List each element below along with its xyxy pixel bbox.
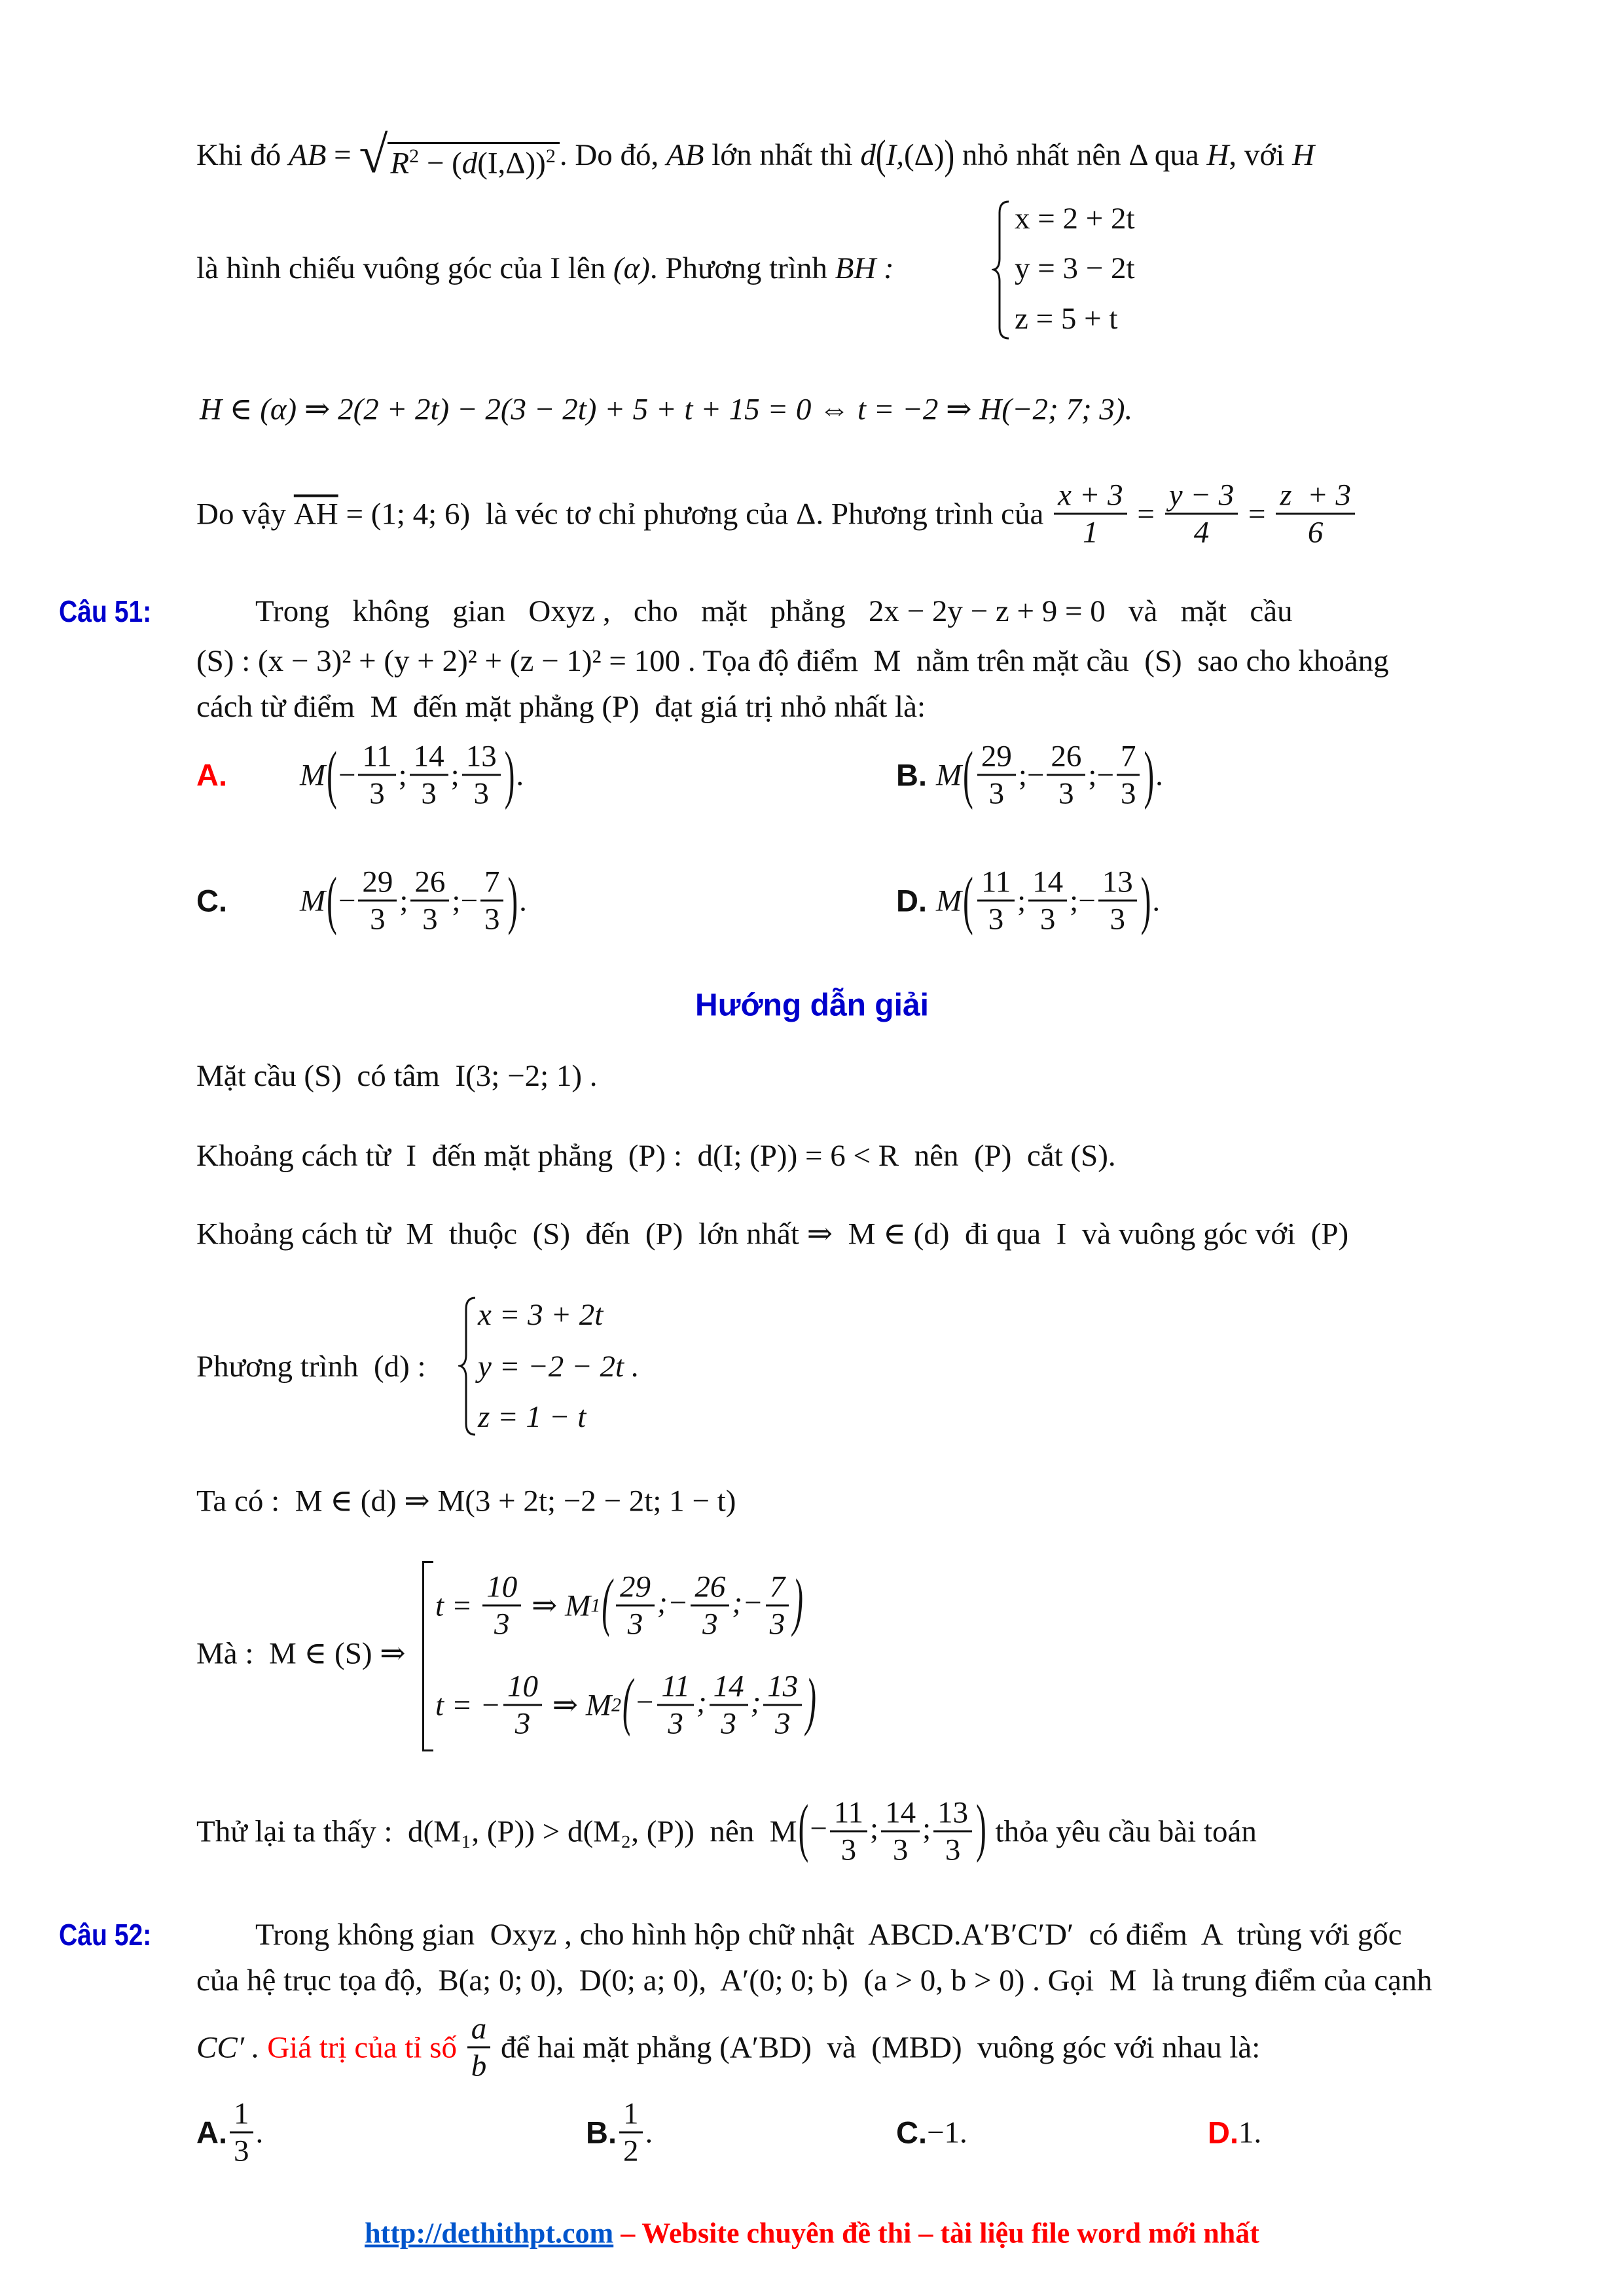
denominator: 3 <box>627 1607 643 1641</box>
separator: ; <box>750 1685 761 1719</box>
vector: $\overline{AH}$ <box>293 497 338 531</box>
denominator: 3 <box>421 776 437 811</box>
separator: ; <box>696 1685 707 1719</box>
fraction <box>1098 864 1137 937</box>
math: d <box>461 147 478 181</box>
sign: − <box>1026 758 1045 792</box>
option-b[interactable]: B. $\frac{1}{2}$ . <box>586 2096 653 2168</box>
fraction <box>480 864 504 937</box>
fraction <box>358 738 395 811</box>
sqrt: √ $R^2 - (d(I,\Delta))^2$ <box>359 129 559 181</box>
sign: − <box>1078 884 1096 918</box>
fraction <box>766 1569 789 1641</box>
denominator: 3 <box>702 1607 718 1641</box>
math: H <box>1206 138 1229 172</box>
question-label: Câu 52: <box>59 1918 152 1952</box>
text: = (1; 4; 6) là véc tơ chỉ phương của Δ. Phương trình của <box>338 497 1052 531</box>
fraction <box>977 864 1015 937</box>
denominator: 2 <box>623 2134 639 2168</box>
denominator: 1 <box>1083 515 1098 550</box>
math: ⇒ M <box>545 1688 612 1723</box>
question-text: Trong không gian Oxyz , cho mặt phẳng 2x − 2y − z + 9 = 0 và mặt cầu <box>255 594 1293 628</box>
numerator: 7 <box>1117 738 1140 776</box>
denominator: b <box>471 2049 487 2083</box>
numerator: 14 <box>1028 864 1067 901</box>
math: CC′ . <box>196 2030 268 2064</box>
fraction <box>1047 738 1085 811</box>
fraction <box>462 738 501 811</box>
numerator: a <box>467 2011 491 2048</box>
fraction <box>1165 477 1238 550</box>
fraction <box>1276 477 1355 550</box>
math: I, <box>886 138 904 172</box>
text: . Do đó, <box>559 138 667 172</box>
math: (Δ) <box>903 138 945 172</box>
footer-text: – Website chuyên đề thi – tài liệu file word mới nhất <box>613 2217 1259 2250</box>
paren: ) <box>507 865 518 937</box>
sign: − <box>338 884 356 918</box>
math: = <box>1129 497 1163 531</box>
option-letter: D. <box>1208 2115 1238 2150</box>
sign: − <box>634 1685 655 1719</box>
solution-case <box>435 1668 818 1741</box>
math: H <box>1292 138 1315 172</box>
option-value: 1. <box>1238 2115 1262 2149</box>
fraction <box>933 1795 972 1867</box>
option-letter: C. <box>196 883 227 918</box>
numerator: 14 <box>710 1668 748 1706</box>
numerator: z + 3 <box>1276 477 1355 514</box>
fraction <box>467 2011 491 2083</box>
fraction <box>616 1569 655 1641</box>
equation: y = 3 − 2t <box>1015 251 1135 285</box>
period: . <box>1152 884 1161 918</box>
numerator: 14 <box>410 738 448 776</box>
denominator: 3 <box>422 902 438 937</box>
math: 2 <box>409 145 420 168</box>
math: M <box>300 884 326 918</box>
numerator: 10 <box>503 1668 542 1706</box>
math: = <box>326 138 359 172</box>
numerator: 11 <box>657 1668 694 1706</box>
separator: ; <box>399 884 408 918</box>
paren: ( <box>798 1793 809 1865</box>
fraction <box>410 738 448 811</box>
solution-text: Ta có : M ∈ (d) ⇒ M(3 + 2t; −2 − 2t; 1 − t) <box>196 1484 736 1518</box>
paren: ) <box>793 1567 803 1639</box>
math: M <box>300 758 326 792</box>
math: d <box>860 138 876 172</box>
numerator: 26 <box>410 864 449 901</box>
numerator: 11 <box>358 738 395 776</box>
math: t = <box>435 1588 480 1623</box>
fraction <box>830 1795 867 1867</box>
paren: ( <box>963 865 973 937</box>
math: ) <box>944 132 955 179</box>
period: . <box>516 758 524 792</box>
separator: ; <box>922 1811 931 1846</box>
math: t = − <box>435 1688 501 1722</box>
math: (I,Δ) <box>477 147 536 181</box>
fraction <box>1117 738 1140 811</box>
math: AB <box>289 138 327 172</box>
fraction <box>881 1795 920 1867</box>
equation: z = 5 + t <box>1015 302 1118 336</box>
fraction <box>230 2096 253 2168</box>
numerator: x + 3 <box>1054 477 1127 514</box>
separator: ; <box>450 758 460 792</box>
denominator: 3 <box>668 1706 683 1741</box>
footer-link[interactable]: http://dethithpt.com <box>365 2217 614 2250</box>
solution-title: Hướng dẫn giải <box>695 988 929 1023</box>
paren: ( <box>963 739 973 811</box>
numerator: 11 <box>830 1795 867 1832</box>
math: R <box>390 147 410 181</box>
solution-text: Mà : M ∈ (S) ⇒ <box>196 1636 406 1671</box>
paren: ( <box>327 739 337 811</box>
math: 1 <box>590 1594 601 1616</box>
math: ) <box>535 147 546 181</box>
denominator: 3 <box>892 1833 909 1867</box>
text: Do vậy <box>196 497 294 531</box>
numerator: 7 <box>766 1569 789 1606</box>
point-coords <box>797 1795 988 1867</box>
denominator: 3 <box>945 1833 961 1867</box>
denominator: 3 <box>484 902 500 937</box>
denominator: 3 <box>840 1833 857 1867</box>
question-text: cách từ điểm M đến mặt phẳng (P) đạt giá trị nhỏ nhất là: <box>196 690 926 724</box>
numerator: 29 <box>977 738 1016 776</box>
numerator: 29 <box>616 1569 655 1606</box>
numerator: 14 <box>881 1795 920 1832</box>
option-c[interactable] <box>896 2115 967 2151</box>
option-letter: B. <box>896 757 927 793</box>
denominator: 4 <box>1193 515 1210 550</box>
text: để hai mặt phẳng (A′BD) và (MBD) vuông góc với nhau là: <box>493 2030 1261 2064</box>
option-letter: A. <box>196 2115 227 2150</box>
denominator: 3 <box>370 902 386 937</box>
denominator: 3 <box>473 776 489 811</box>
equation-line: H ∈ (α) ⇒ 2(2 + 2t) − 2(3 − 2t) + 5 + t + 15 = 0 ⇔ t = −2 ⇒ H(−2; 7; 3). <box>200 392 1133 427</box>
fraction <box>1028 864 1067 937</box>
numerator: 26 <box>691 1569 729 1606</box>
denominator: 3 <box>769 1607 785 1641</box>
text-line <box>196 126 1315 184</box>
numerator: 1 <box>230 2096 253 2133</box>
option-d[interactable] <box>896 864 1160 937</box>
equation: y = −2 − 2t . <box>478 1350 640 1384</box>
separator: ; <box>657 1585 668 1620</box>
question-text: Trong không gian Oxyz , cho hình hộp chữ nhật ABCD.A′B′C′D′ có điểm A trùng với gốc <box>255 1918 1402 1952</box>
paren: ) <box>976 1793 986 1865</box>
option-value: −1. <box>927 2115 967 2149</box>
denominator: 3 <box>369 776 385 811</box>
option-letter: D. <box>896 883 927 918</box>
fraction <box>710 1668 748 1741</box>
sign: − <box>667 1585 689 1620</box>
fraction <box>410 864 449 937</box>
math: ⇒ M <box>524 1588 591 1623</box>
separator: ; <box>1017 884 1026 918</box>
numerator: 11 <box>977 864 1015 901</box>
numerator: y − 3 <box>1165 477 1238 514</box>
text: nhỏ nhất nên Δ qua <box>954 138 1207 172</box>
paren: ( <box>602 1567 612 1639</box>
separator: ; <box>452 884 461 918</box>
fraction <box>1054 477 1127 550</box>
numerator: 13 <box>763 1668 802 1706</box>
math: − ( <box>419 147 462 181</box>
denominator: 3 <box>514 1706 531 1741</box>
highlight-text: Giá trị của tỉ số <box>267 2030 465 2064</box>
math: 2 <box>611 1694 622 1715</box>
numerator: 13 <box>1098 864 1137 901</box>
math: AB <box>666 138 704 172</box>
period: . <box>1155 758 1163 792</box>
paren: ( <box>623 1666 633 1738</box>
fraction <box>482 1569 521 1641</box>
text: . Phương trình <box>649 251 835 285</box>
denominator: 3 <box>494 1607 510 1641</box>
period: . <box>519 884 527 918</box>
denominator: 3 <box>775 1706 791 1741</box>
math: 2 <box>545 145 556 168</box>
fraction <box>977 738 1016 811</box>
text: Thử lại ta thấy : d(M₁, (P)) > d(M₂, (P)) nên M <box>196 1814 797 1848</box>
fraction <box>657 1668 694 1741</box>
solution-text <box>196 1795 1257 1867</box>
solution-text: Mặt cầu (S) có tâm I(3; −2; 1) . <box>196 1059 598 1093</box>
denominator: 3 <box>1120 776 1136 811</box>
numerator: 10 <box>482 1569 521 1606</box>
paren: ( <box>327 865 337 937</box>
equation: x = 3 + 2t <box>478 1298 604 1332</box>
equation: z = 1 − t <box>478 1400 586 1434</box>
sign: − <box>338 758 356 792</box>
denominator: 3 <box>234 2134 249 2168</box>
paren: ) <box>1144 739 1155 811</box>
denominator: 6 <box>1307 515 1324 550</box>
text: thỏa yêu cầu bài toán <box>987 1814 1257 1848</box>
brace-icon <box>992 200 1011 340</box>
text-line <box>196 251 894 286</box>
solution-text: Khoảng cách từ I đến mặt phẳng (P) : d(I; (P)) = 6 < R nên (P) cắt (S). <box>196 1139 1116 1173</box>
footer <box>0 2217 1624 2250</box>
denominator: 3 <box>1058 776 1074 811</box>
fraction <box>619 2096 643 2168</box>
option-c[interactable] <box>196 864 527 937</box>
question-text <box>196 2011 1260 2083</box>
denominator: 3 <box>1110 902 1125 937</box>
math: M <box>936 884 962 918</box>
denominator: 3 <box>721 1706 736 1741</box>
math: = <box>1240 497 1274 531</box>
sign: − <box>810 1811 827 1846</box>
fraction <box>358 864 397 937</box>
solution-text: Khoảng cách từ M thuộc (S) đến (P) lớn nhất ⇒ M ∈ (d) đi qua I và vuông góc với (P) <box>196 1217 1349 1251</box>
math: ( <box>875 132 886 179</box>
option-letter: A. <box>196 757 227 793</box>
paren: ) <box>504 739 515 811</box>
sign: − <box>742 1585 763 1620</box>
point-coords <box>600 1569 804 1641</box>
option-a[interactable]: A. $\frac{1}{3}$ . <box>196 2096 264 2168</box>
bracket <box>422 1561 433 1751</box>
question-text: (S) : (x − 3)² + (y + 2)² + (z − 1)² = 100 . Tọa độ điểm M nằm trên mặt cầu (S) sao cho khoảng <box>196 644 1389 678</box>
separator: ; <box>870 1811 879 1846</box>
text: là hình chiếu vuông góc của I lên <box>196 251 613 285</box>
separator: ; <box>732 1585 743 1620</box>
option-letter: C. <box>896 2115 927 2150</box>
question-text: của hệ trục tọa độ, B(a; 0; 0), D(0; a; 0), A′(0; 0; b) (a > 0, b > 0) . Gọi M là trung điểm của cạnh <box>196 1964 1432 1998</box>
numerator: 26 <box>1047 738 1085 776</box>
denominator: 3 <box>988 776 1005 811</box>
option-a[interactable] <box>196 738 524 811</box>
text-line <box>196 477 1358 550</box>
separator: ; <box>1088 758 1097 792</box>
solution-case <box>435 1569 804 1641</box>
numerator: 13 <box>933 1795 972 1832</box>
math: BH : <box>835 251 894 285</box>
denominator: 3 <box>988 902 1004 937</box>
equation: x = 2 + 2t <box>1015 202 1135 236</box>
fraction <box>691 1569 729 1641</box>
denominator: 3 <box>1039 902 1056 937</box>
text: , với <box>1229 138 1293 172</box>
paren: ) <box>1140 865 1151 937</box>
numerator: 7 <box>480 864 504 901</box>
separator: ; <box>1018 758 1027 792</box>
fraction <box>503 1668 542 1741</box>
question-label: Câu 51: <box>59 594 152 628</box>
option-b[interactable] <box>896 738 1163 811</box>
option-d[interactable] <box>1208 2115 1261 2151</box>
option-letter: B. <box>586 2115 617 2150</box>
point-coords <box>621 1668 818 1741</box>
separator: ; <box>1070 884 1079 918</box>
text: lớn nhất thì <box>704 138 861 172</box>
math: M <box>936 758 962 792</box>
solution-text: Phương trình (d) : <box>196 1350 426 1384</box>
sign: − <box>1096 758 1114 792</box>
text: Khi đó <box>196 138 289 172</box>
numerator: 1 <box>619 2096 643 2133</box>
math: (α) <box>613 251 650 285</box>
numerator: 13 <box>462 738 501 776</box>
fraction <box>763 1668 802 1741</box>
paren: ) <box>806 1666 816 1738</box>
brace-icon <box>458 1296 478 1437</box>
separator: ; <box>398 758 407 792</box>
numerator: 29 <box>358 864 397 901</box>
sign: − <box>460 884 478 918</box>
